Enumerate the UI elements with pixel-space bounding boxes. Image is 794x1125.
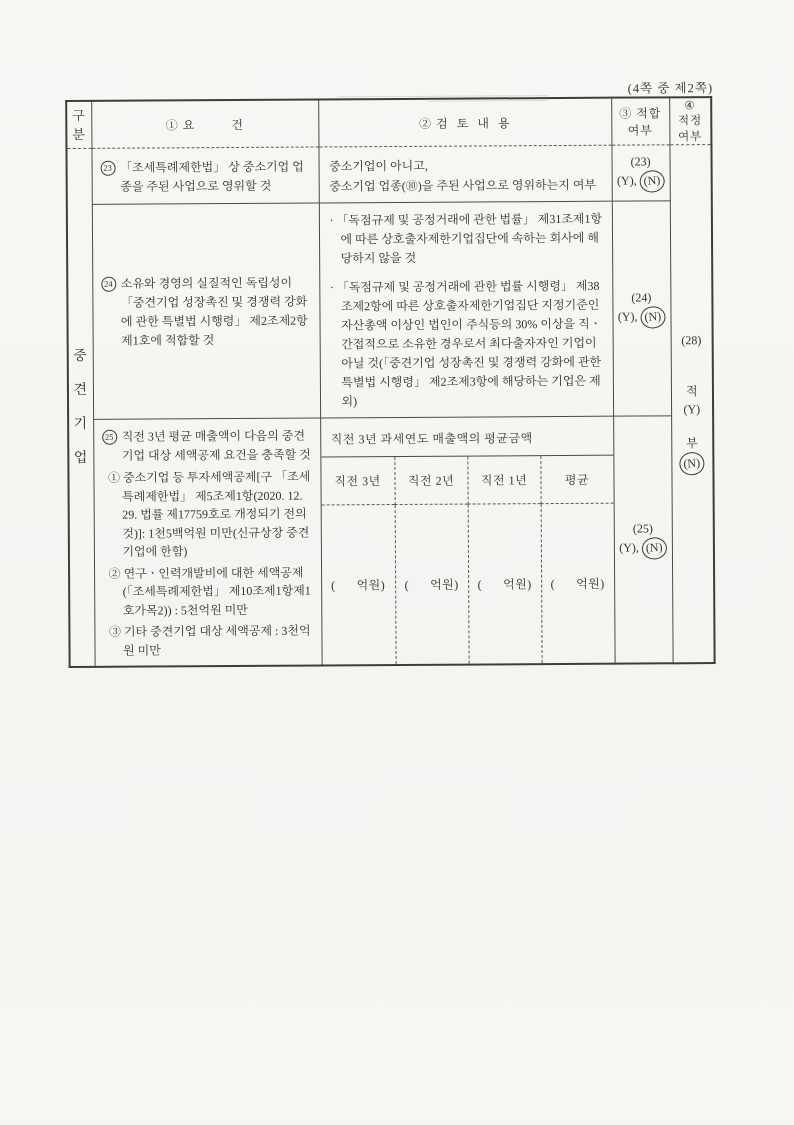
requirement-cell-24: [92, 203, 320, 419]
circled-number-23: 23: [100, 160, 115, 175]
header-review: ② 검 토 내 용: [318, 98, 611, 147]
header-proper: ④ 적정 여부: [669, 97, 711, 145]
fit-number: (24): [631, 289, 652, 305]
sales-average-caption: 직전 3년 과세연도 매출액의 평균금액: [321, 417, 613, 458]
review-bullet: · 「독점규제 및 공정거래에 관한 법률」 제31조제1항에 따른 상호출자제한기업집단에 속하는 회사에 해당하지 않을 것: [329, 211, 603, 266]
table-header-row: [66, 97, 711, 148]
review-line: 중소기업 업종(⑩)을 주된 사업으로 영위하는지 여부: [329, 177, 597, 193]
fit-no-option-circled: (N): [640, 305, 666, 329]
sales-value-avg: ( 억원): [540, 504, 614, 663]
proper-adequate-value: (Y): [683, 401, 701, 416]
review-cell-24: [319, 201, 613, 418]
proper-inadequate-value-circled: (N): [679, 451, 705, 476]
sales-col-header-1yr: 직전 1년: [467, 456, 540, 504]
fit-no-option-circled: (N): [641, 536, 667, 560]
fit-cell-24: [612, 201, 671, 416]
sales-col-header-avg: 평균: [540, 456, 613, 504]
sales-col-header-3yr: 직전 3년: [321, 457, 394, 505]
fit-yes-option: (Y),: [617, 309, 638, 324]
requirement-text-24: 소유와 경영의 실질적인 독립성이 「중견기업 성장촉진 및 경쟁력 강화에 관한 특별법 시행령」 제2조제2항제1호에 적합할 것: [120, 275, 308, 348]
header-fit: ③ 적합 여부: [611, 97, 669, 145]
row-item-25: [68, 416, 714, 667]
sales-value-3yr: ( 억원): [331, 578, 386, 593]
midsize-company-review-table: [65, 96, 715, 668]
fit-yes-option: (Y),: [619, 540, 639, 555]
row-item-24: [67, 201, 713, 420]
row-item-23: [66, 145, 711, 205]
sales-sub-table: [321, 456, 614, 665]
category-cell: [66, 148, 94, 667]
requirement-cell-23: [91, 147, 318, 204]
proper-adequate-label: 적: [685, 383, 698, 398]
review-bullet: · 「독점규제 및 공정거래에 관한 법률 시행령」 제38조제2항에 따른 상호출자제한기업집단 지정기준인 자산총액 이상인 법인이 주식등의 30% 이상을 직ㆍ간접적으로 소유한 경우로서 최다출자자인 기업이 아닐 것(「중견기업 성장촉진 및 경쟁력 강화에 관한 특별법 시행령」 제2조제3항에 해당하는 기업은 제외): [329, 278, 602, 409]
requirement-subitem-2: ② 연구ㆍ인력개발비에 대한 세액공제(「조세특례제한법」 제10조제1항제1호가목2)) : 5천억원 미만: [108, 565, 311, 618]
fit-number: (23): [630, 154, 651, 169]
sales-value-2yr: ( 억원): [394, 505, 468, 664]
requirement-text-25: 직전 3년 평균 매출액이 다음의 중견기업 대상 세액공제 요건을 충족할 것: [121, 428, 311, 463]
header-requirement: ① 요 건: [91, 99, 318, 148]
header-category-label: 구분: [72, 107, 86, 142]
review-line: 중소기업이 아니고,: [329, 158, 428, 173]
requirement-text-23: 「조세특례제한법」 상 중소기업 업종을 주된 사업으로 영위할 것: [120, 159, 304, 194]
circled-number-24: 24: [101, 277, 116, 292]
sales-col-header-2yr: 직전 2년: [394, 457, 467, 505]
circled-number-25: 25: [102, 430, 117, 445]
proper-inadequate-label: 부: [686, 435, 698, 450]
sales-value-1yr: ( 억원): [467, 504, 541, 663]
fit-cell-25: [613, 416, 673, 664]
header-category: [66, 101, 91, 149]
review-cell-23: [318, 145, 611, 203]
fit-no-option-circled: (N): [639, 170, 665, 194]
review-cell-25: [320, 416, 615, 665]
page-number-note: (4쪽 중 제2쪽): [627, 81, 714, 96]
requirement-subitem-3: ③ 기타 중견기업 대상 세액공제 : 3천억원 미만: [108, 623, 311, 658]
fit-yes-option: (Y),: [616, 173, 637, 188]
requirement-cell-25: [93, 418, 322, 667]
proper-number: (28): [681, 332, 702, 347]
category-vertical-label: 중견기업: [73, 348, 89, 466]
requirement-subitem-1: ① 중소기업 등 투자세액공제[구 「조세특례제한법」 제5조제1항(2020. 12. 29. 법률 제17759호로 개정되기 전의 것)]: 1천5백억원 미만(신규상장 중견기업에 한함): [107, 469, 311, 559]
fit-number: (25): [632, 520, 653, 536]
fit-cell-23: [611, 145, 669, 201]
proper-cell: [669, 145, 714, 664]
